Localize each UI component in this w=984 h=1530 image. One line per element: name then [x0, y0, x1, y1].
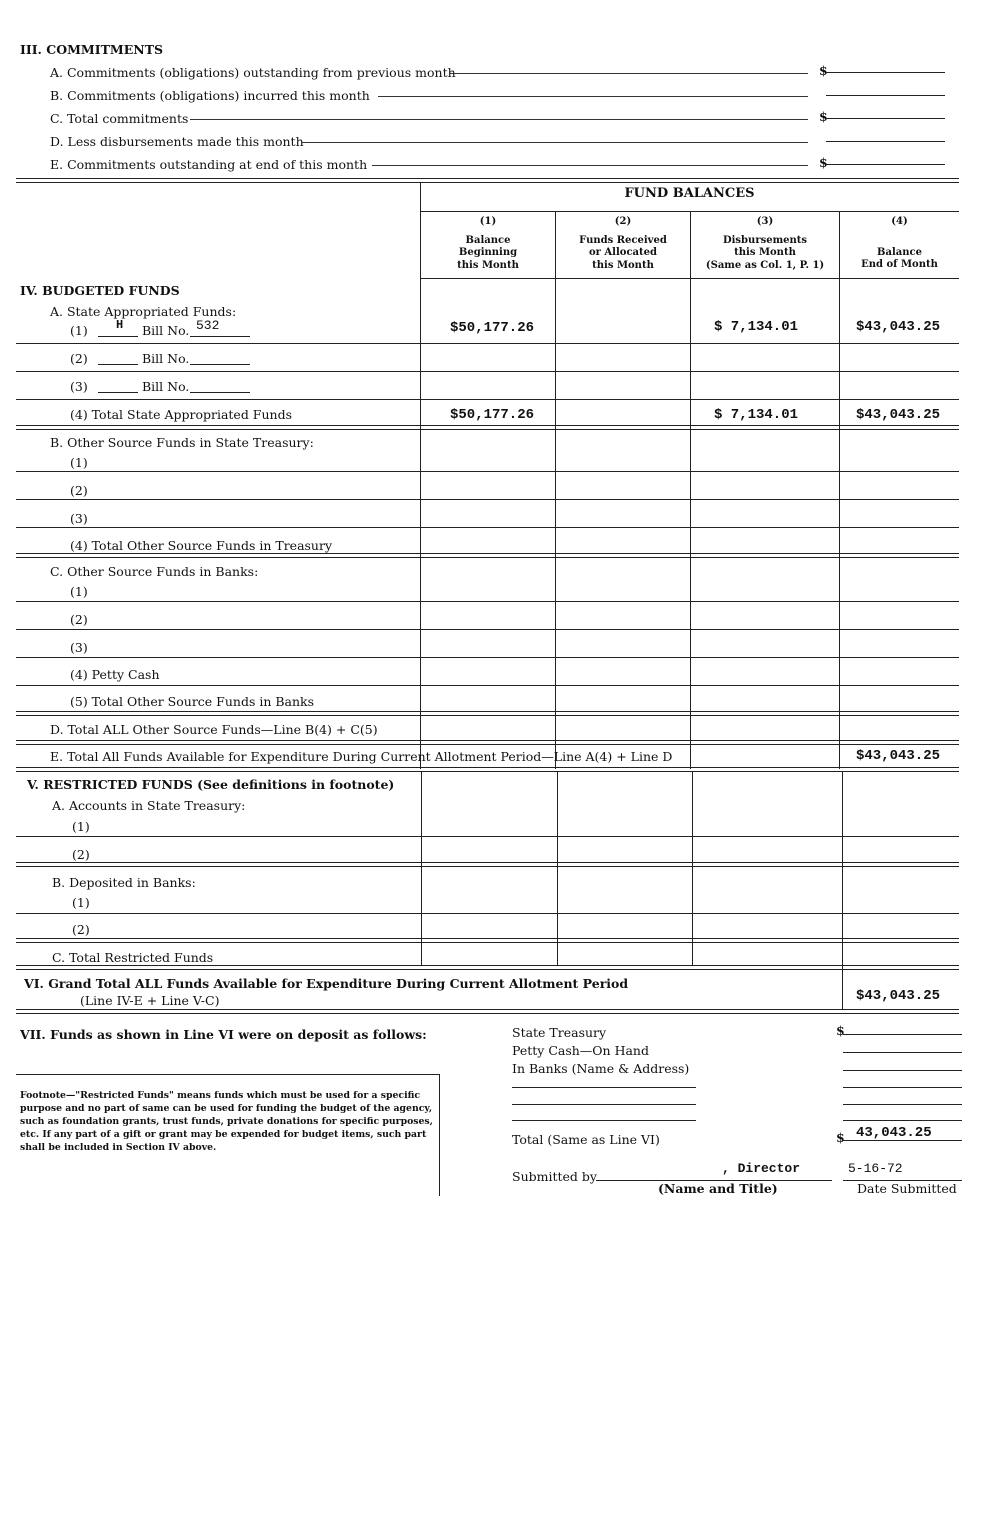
bill-no-field[interactable] [190, 392, 250, 393]
date-submitted-value: 5-16-72 [848, 1161, 903, 1176]
e-balance-end: $43,043.25 [856, 748, 941, 764]
col3-line1: Disbursements [722, 234, 808, 246]
footnote-line: purpose and no part of same can be used for funding the budget of the agency, [20, 1103, 433, 1114]
line-number: (2) [70, 351, 88, 366]
line-number: (3) [70, 640, 88, 655]
footnote-line: shall be included in Section IV above. [20, 1142, 217, 1153]
accounts-state-treasury-title: A. Accounts in State Treasury: [52, 798, 246, 813]
col1-header [421, 216, 555, 272]
row-rule [16, 499, 959, 500]
row-double-rule [16, 767, 959, 772]
footnote-box-top [16, 1074, 440, 1075]
section-iv-heading: IV. BUDGETED FUNDS [20, 283, 180, 298]
row-double-rule [16, 1009, 959, 1014]
line-number: (1) [72, 895, 90, 910]
row-rule [16, 343, 959, 344]
a1-balance-end: $43,043.25 [856, 319, 941, 335]
commitment-d-field[interactable] [826, 141, 945, 142]
commitment-row-a-label: A. Commitments (obligations) outstanding from previous month [50, 65, 456, 80]
footnote-line: such as foundation grants, trust funds, private donations for specific purposes, [20, 1116, 433, 1127]
total-deposit-value: 43,043.25 [856, 1125, 932, 1141]
bill-prefix-field[interactable] [98, 336, 138, 337]
dollar-sign: $ [819, 63, 828, 78]
dollar-sign: $ [819, 109, 828, 124]
fund-balances-title: FUND BALANCES [624, 186, 755, 201]
a4-balance-beginning: $50,177.26 [450, 407, 535, 423]
line-number: (1) [72, 819, 90, 834]
bank-amount-field[interactable] [843, 1070, 962, 1071]
bank-name-field[interactable] [512, 1087, 696, 1088]
line-number: (1) [70, 584, 88, 599]
bill-no-label: Bill No. [142, 379, 190, 394]
table-top-rule [16, 178, 959, 183]
row-rule [16, 471, 959, 472]
other-source-banks-title: C. Other Source Funds in Banks: [50, 564, 259, 579]
state-appropriated-title: A. State Appropriated Funds: [50, 304, 237, 319]
row-rule [16, 657, 959, 658]
a4-disbursements: $ 7,134.01 [714, 407, 799, 423]
leader-line [450, 73, 808, 74]
col3-number: (3) [756, 216, 774, 227]
bill-prefix-field[interactable] [98, 364, 138, 365]
col1-number: (1) [479, 216, 497, 227]
col3-line3: (Same as Col. 1, P. 1) [705, 259, 825, 271]
bank-name-field[interactable] [512, 1120, 696, 1121]
leader-line [378, 96, 808, 97]
col3-header [691, 216, 839, 272]
row-rule [16, 629, 959, 630]
state-treasury-field[interactable] [843, 1034, 962, 1035]
row-rule [16, 527, 959, 528]
total-all-other-label: D. Total ALL Other Source Funds—Line B(4) + C(5) [50, 722, 378, 737]
row-double-rule [16, 553, 959, 558]
total-restricted-label: C. Total Restricted Funds [52, 950, 214, 965]
total-deposit-field[interactable] [843, 1140, 962, 1141]
name-and-title-label: (Name and Title) [658, 1181, 778, 1196]
total-other-banks-label: (5) Total Other Source Funds in Banks [70, 694, 315, 709]
line-number: (2) [70, 483, 88, 498]
col2-line3: this Month [592, 259, 654, 271]
bank-name-field[interactable] [512, 1104, 696, 1105]
petty-cash-label: (4) Petty Cash [70, 667, 160, 682]
commitment-b-field[interactable] [826, 95, 945, 96]
row-double-rule [16, 711, 959, 716]
row-rule [16, 601, 959, 602]
col4-number: (4) [891, 216, 908, 227]
director-title-value: , Director [722, 1161, 801, 1176]
section-iii-heading: III. COMMITMENTS [20, 42, 164, 57]
grand-total-label: VI. Grand Total ALL Funds Available for Expenditure During Current Allotment Period [24, 976, 629, 991]
commitment-a-field[interactable] [826, 72, 945, 73]
a1-disbursements: $ 7,134.01 [714, 319, 799, 335]
a1-balance-beginning: $50,177.26 [450, 320, 535, 336]
col1-line2: Beginning [458, 247, 518, 258]
submitted-by-label: Submitted by [512, 1169, 597, 1184]
col4-line1: Balance [877, 246, 922, 258]
section-v-heading: V. RESTRICTED FUNDS (See definitions in footnote) [27, 777, 395, 792]
col4-line2: End of Month [861, 259, 938, 270]
bill-no-field[interactable] [190, 364, 250, 365]
col3-line2: this Month [734, 247, 796, 258]
row-double-rule [16, 425, 959, 430]
total-all-funds-available-label: E. Total All Funds Available for Expenditure During Current Allotment Period—Line A(4) + Line D [50, 749, 673, 764]
bill-no-label: Bill No. [142, 351, 190, 366]
bill-no-label: Bill No. [142, 323, 190, 338]
bill-prefix-field[interactable] [98, 392, 138, 393]
footnote-line: Footnote—"Restricted Funds" means funds which must be used for a specific [20, 1090, 421, 1101]
commitment-c-field[interactable] [826, 118, 945, 119]
a4-balance-end: $43,043.25 [856, 407, 941, 423]
footnote [20, 1089, 433, 1154]
dollar-sign: $ [836, 1023, 845, 1038]
row-rule [16, 685, 959, 686]
line-number: (2) [72, 922, 90, 937]
grand-total-value: $43,043.25 [856, 988, 941, 1004]
col2-line1: Funds Received [579, 234, 667, 246]
row-double-rule [16, 740, 959, 745]
col1-line1: Balance [465, 234, 511, 246]
col4-header [840, 216, 959, 272]
total-deposit-label: Total (Same as Line VI) [512, 1132, 660, 1147]
other-source-treasury-title: B. Other Source Funds in State Treasury: [50, 435, 314, 450]
petty-cash-on-hand-label: Petty Cash—On Hand [512, 1043, 649, 1058]
total-other-treasury-label: (4) Total Other Source Funds in Treasury [70, 538, 333, 553]
col2-number: (2) [614, 216, 632, 227]
footnote-line: etc. If any part of a gift or grant may be expended for budget items, such part [20, 1129, 427, 1140]
col2-line2: or Allocated [589, 247, 657, 258]
bill-no-value: 532 [196, 318, 220, 333]
row-double-rule [16, 965, 959, 970]
dollar-sign: $ [819, 155, 828, 170]
leader-line [190, 119, 808, 120]
col2-header [556, 216, 690, 272]
column-divider [557, 771, 558, 966]
row-rule [16, 399, 959, 400]
row-double-rule [16, 938, 959, 943]
header-bottom-rule [420, 278, 959, 279]
line-number: (2) [70, 612, 88, 627]
date-submitted-label: Date Submitted [857, 1181, 957, 1196]
deposited-banks-title: B. Deposited in Banks: [52, 875, 196, 890]
leader-line [372, 165, 808, 166]
column-divider [842, 771, 843, 1010]
total-state-appropriated-label: (4) Total State Appropriated Funds [70, 407, 292, 422]
in-banks-label: In Banks (Name & Address) [512, 1061, 690, 1076]
bank-amount-field[interactable] [843, 1087, 962, 1088]
grand-total-sublabel: (Line IV-E + Line V-C) [80, 993, 220, 1008]
header-rule [420, 211, 959, 212]
line-number: (3) [70, 511, 88, 526]
commitment-row-e-label: E. Commitments outstanding at end of this month [50, 157, 368, 172]
bill-prefix-value: H [116, 318, 124, 332]
section-vii-heading: VII. Funds as shown in Line VI were on deposit as follows: [20, 1027, 427, 1042]
dollar-sign: $ [836, 1130, 845, 1145]
col1-line3: this Month [457, 259, 519, 271]
commitment-e-field[interactable] [826, 164, 945, 165]
commitment-row-b-label: B. Commitments (obligations) incurred this month [50, 88, 370, 103]
petty-cash-field[interactable] [843, 1052, 962, 1053]
row-rule [16, 371, 959, 372]
row-double-rule [16, 862, 959, 867]
bill-no-field[interactable] [190, 336, 250, 337]
bank-amount-field[interactable] [843, 1120, 962, 1121]
line-number: (1) [70, 323, 88, 338]
line-number: (1) [70, 455, 88, 470]
commitment-row-d-label: D. Less disbursements made this month [50, 134, 304, 149]
row-rule [16, 913, 959, 914]
row-rule [16, 836, 959, 837]
commitment-row-c-label: C. Total commitments [50, 111, 189, 126]
bank-amount-field[interactable] [843, 1104, 962, 1105]
column-divider [421, 771, 422, 966]
footnote-box-side [439, 1074, 440, 1196]
column-divider [692, 771, 693, 966]
leader-line [302, 142, 808, 143]
line-number: (2) [72, 847, 90, 862]
state-treasury-label: State Treasury [512, 1025, 607, 1040]
line-number: (3) [70, 379, 88, 394]
